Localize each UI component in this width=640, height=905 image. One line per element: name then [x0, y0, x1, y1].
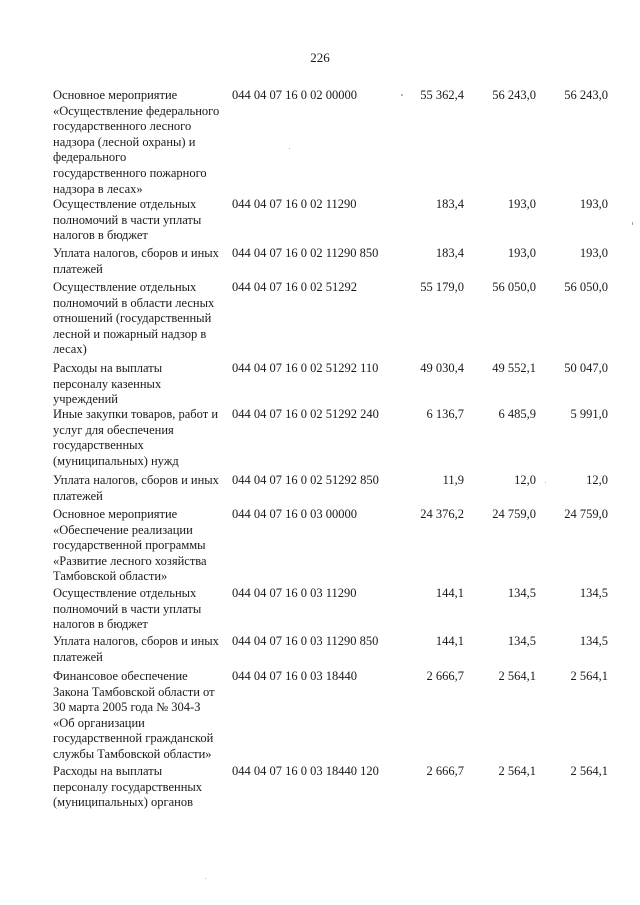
row-name: Осуществление отдельных полномочий в части уплаты налогов в бюджет — [53, 197, 202, 243]
row-value-1: 2 666,7 — [426, 669, 464, 683]
row-value-2: 134,5 — [507, 634, 536, 648]
scan-speck — [401, 94, 403, 96]
row-value-2: 193,0 — [507, 246, 536, 260]
row-name: Финансовое обеспечение Закона Тамбовской области от 30 марта 2005 года № 304-З «Об организации государственной гражданской службы Тамбовской области» — [53, 669, 215, 761]
row-code: 044 04 07 16 0 02 11290 — [232, 197, 357, 211]
scan-speck — [632, 222, 633, 225]
row-value-1: 6 136,7 — [426, 407, 464, 421]
row-value-1: 55 179,0 — [420, 280, 464, 294]
row-name: Уплата налогов, сборов и иных платежей — [53, 634, 219, 664]
row-name: Расходы на выплаты персоналу казенных учреждений — [53, 361, 163, 407]
row-name: Уплата налогов, сборов и иных платежей — [53, 473, 219, 503]
row-value-1: 49 030,4 — [420, 361, 464, 375]
row-value-3: 193,0 — [579, 246, 608, 260]
row-code: 044 04 07 16 0 03 18440 — [232, 669, 357, 683]
row-value-1: 144,1 — [435, 634, 464, 648]
row-code: 044 04 07 16 0 03 18440 120 — [232, 764, 379, 778]
row-name: Уплата налогов, сборов и иных платежей — [53, 246, 219, 276]
row-value-2: 6 485,9 — [498, 407, 536, 421]
row-value-3: 5 991,0 — [570, 407, 608, 421]
row-value-3: 134,5 — [579, 586, 608, 600]
row-name: Иные закупки товаров, работ и услуг для обеспечения государственных (муниципальных) нужд — [53, 407, 219, 468]
row-code: 044 04 07 16 0 02 11290 850 — [232, 246, 379, 260]
row-name: Основное мероприятие «Осуществление федерального государственного лесного надзора (лесной охраны) и федерального государственного пожарного надзора в лесах» — [53, 88, 220, 196]
row-value-3: 50 047,0 — [564, 361, 608, 375]
row-value-2: 49 552,1 — [492, 361, 536, 375]
row-value-1: 183,4 — [435, 246, 464, 260]
row-name: Расходы на выплаты персоналу государственных (муниципальных) органов — [53, 764, 203, 810]
scan-speck — [205, 878, 206, 879]
page-number: 226 — [310, 50, 330, 65]
row-code: 044 04 07 16 0 03 00000 — [232, 507, 357, 521]
row-value-3: 56 243,0 — [564, 88, 608, 102]
row-value-3: 193,0 — [579, 197, 608, 211]
row-value-2: 2 564,1 — [498, 669, 536, 683]
row-value-1: 11,9 — [442, 473, 464, 487]
row-value-3: 24 759,0 — [564, 507, 608, 521]
row-value-1: 183,4 — [435, 197, 464, 211]
row-value-3: 134,5 — [579, 634, 608, 648]
row-value-2: 134,5 — [507, 586, 536, 600]
row-value-3: 2 564,1 — [570, 764, 608, 778]
row-value-1: 24 376,2 — [420, 507, 464, 521]
row-value-3: 2 564,1 — [570, 669, 608, 683]
row-code: 044 04 07 16 0 02 51292 110 — [232, 361, 379, 375]
row-code: 044 04 07 16 0 03 11290 — [232, 586, 357, 600]
row-code: 044 04 07 16 0 03 11290 850 — [232, 634, 379, 648]
row-code: 044 04 07 16 0 02 51292 240 — [232, 407, 379, 421]
row-value-1: 144,1 — [435, 586, 464, 600]
row-code: 044 04 07 16 0 02 51292 850 — [232, 473, 379, 487]
row-value-3: 56 050,0 — [564, 280, 608, 294]
row-name: Основное мероприятие «Обеспечение реализации государственной программы «Развитие лесного хозяйства Тамбовской области» — [53, 507, 207, 584]
row-value-1: 2 666,7 — [426, 764, 464, 778]
row-value-2: 24 759,0 — [492, 507, 536, 521]
row-value-2: 2 564,1 — [498, 764, 536, 778]
row-value-2: 193,0 — [507, 197, 536, 211]
row-value-3: 12,0 — [586, 473, 608, 487]
row-value-2: 56 243,0 — [492, 88, 536, 102]
scan-speck — [289, 148, 290, 149]
scan-speck — [545, 482, 546, 483]
row-value-2: 12,0 — [514, 473, 536, 487]
row-name: Осуществление отдельных полномочий в части уплаты налогов в бюджет — [53, 586, 202, 632]
row-code: 044 04 07 16 0 02 00000 — [232, 88, 357, 102]
row-value-2: 56 050,0 — [492, 280, 536, 294]
row-code: 044 04 07 16 0 02 51292 — [232, 280, 357, 294]
row-name: Осуществление отдельных полномочий в области лесных отношений (государственный лесной и пожарный надзор в лесах) — [53, 280, 215, 357]
row-value-1: 55 362,4 — [420, 88, 464, 102]
